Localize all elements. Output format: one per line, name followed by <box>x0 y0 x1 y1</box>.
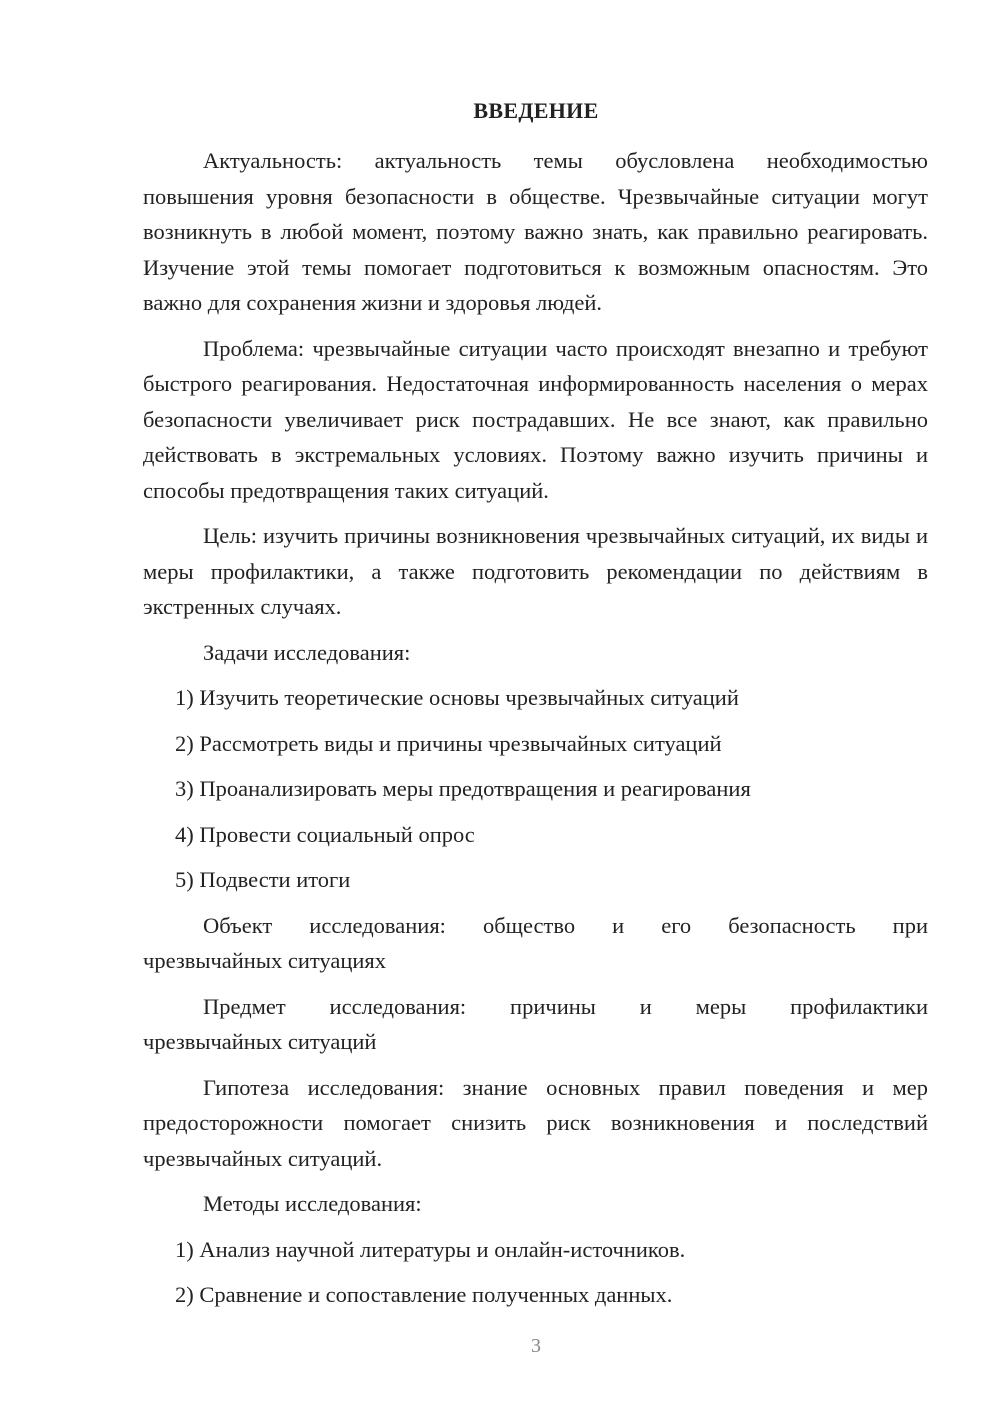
subject-paragraph <box>143 989 928 1060</box>
relevance-paragraph: Актуальность: актуальность темы обусловлена необходимостью повышения уровня безопасности в обществе. Чрезвычайные ситуации могут возникнуть в любой момент, поэтому важно знать, как правильно реагировать. Изучение этой темы помогает подготовиться к возможным опасностям. Это важно для сохранения жизни и здоровья людей. <box>143 148 928 315</box>
task-item-4: 4) Провести социальный опрос <box>175 821 475 847</box>
methods-heading: Методы исследования: <box>203 1191 422 1216</box>
goal-paragraph: Цель: изучить причины возникновения чрезвычайных ситуаций, их виды и меры профилактики, а также подготовить рекомендации по действиям в экстренных случаях. <box>143 523 928 619</box>
task-item-3: 3) Проанализировать меры предотвращения и реагирования <box>175 776 751 801</box>
method-item-1: 1) Анализ научной литературы и онлайн-источников. <box>175 1236 686 1262</box>
task-item-2: 2) Рассмотреть виды и причины чрезвычайных ситуаций <box>175 730 722 756</box>
object-line-2: чрезвычайных ситуациях <box>143 948 387 973</box>
problem-paragraph: Проблема: чрезвычайные ситуации часто происходят внезапно и требуют быстрого реагирования. Недостаточная информированность населения о мерах безопасности увеличивает риск пострадавших. Не все знают, как правильно действовать в экстремальных условиях. Поэтому важно изучить причины и способы предотвращения таких ситуаций. <box>143 335 928 503</box>
page-number: 3 <box>531 1335 541 1357</box>
task-item-5: 5) Подвести итоги <box>175 867 351 892</box>
object-line-1: Объект исследования: общество и его безопасность при <box>203 912 928 938</box>
method-item-2: 2) Сравнение и сопоставление полученных данных. <box>175 1282 673 1307</box>
page-title: ВВЕДЕНИЕ <box>473 98 599 123</box>
page-body <box>143 143 928 1323</box>
tasks-heading: Задачи исследования: <box>203 639 411 665</box>
subject-line-2: чрезвычайных ситуаций <box>143 1029 377 1054</box>
object-paragraph <box>143 908 928 979</box>
hypothesis-paragraph: Гипотеза исследования: знание основных правил поведения и мер предосторожности помогает снизить риск возникновения и последствий чрезвычайных ситуаций. <box>143 1074 928 1171</box>
task-item-1: 1) Изучить теоретические основы чрезвычайных ситуаций <box>175 685 739 710</box>
subject-line-1: Предмет исследования: причины и меры профилактики <box>203 993 928 1019</box>
